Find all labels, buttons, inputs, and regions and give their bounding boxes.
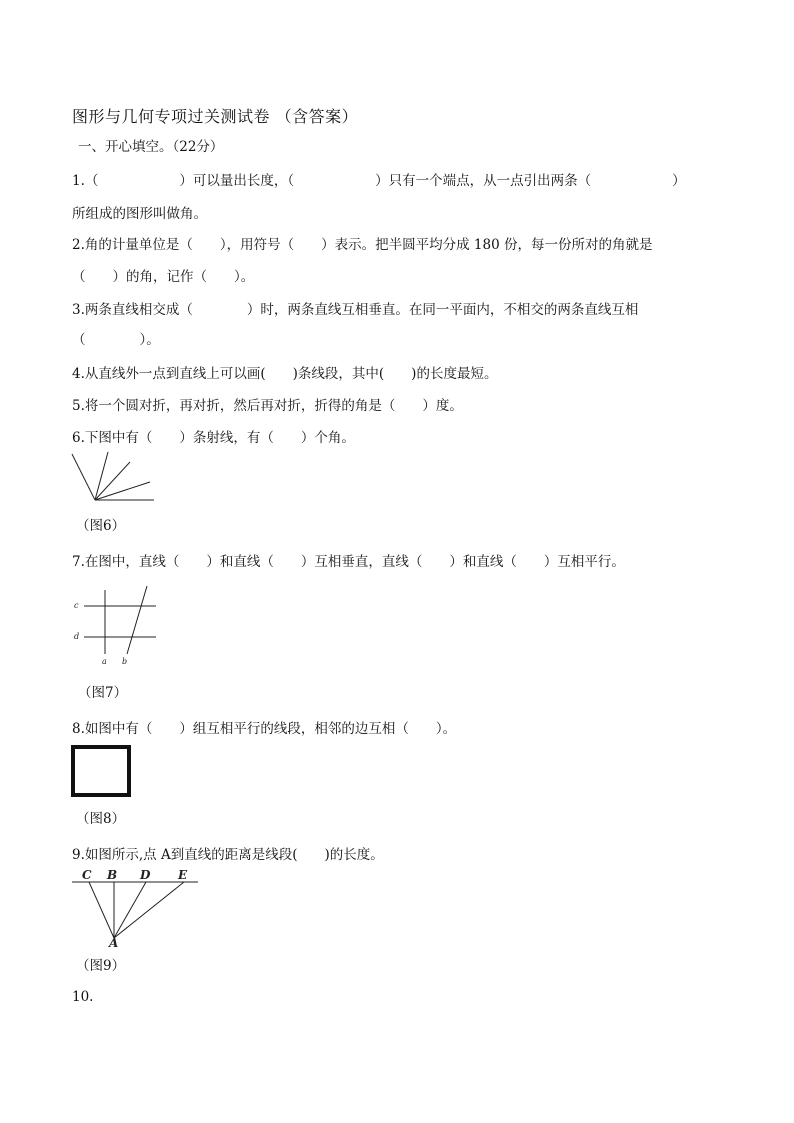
segment-AD: [114, 882, 146, 938]
figure-7-lines: [70, 582, 162, 670]
label-b: b: [122, 657, 128, 666]
figure-8-square: [70, 744, 132, 798]
label-d: d: [74, 632, 80, 641]
segment-AE: [114, 882, 184, 938]
question-3-line-2: （ ）。: [72, 332, 160, 348]
figure-9-distance: [68, 866, 202, 950]
figure-6-rays: [68, 450, 158, 506]
question-4: 4.从直线外一点到直线上可以画( )条线段，其中( )的长度最短。: [72, 366, 498, 382]
question-6: 6.下图中有（ ）条射线，有（ ）个角。: [72, 430, 355, 446]
question-10: 10.: [72, 989, 94, 1005]
figure-9-caption: （图9）: [76, 958, 126, 974]
section-heading: 一、开心填空。（22分）: [78, 139, 224, 155]
ray-line: [72, 454, 95, 500]
question-1-line-2: 所组成的图形叫做角。: [72, 206, 207, 222]
label-B: B: [107, 868, 118, 882]
question-8: 8.如图中有（ ）组互相平行的线段，相邻的边互相（ ）。: [72, 721, 457, 737]
figure-6-caption: （图6）: [76, 518, 126, 534]
figure-7-caption: （图7）: [78, 685, 128, 701]
label-a: a: [102, 657, 107, 666]
question-5: 5.将一个圆对折，再对折，然后再对折，折得的角是（ ）度。: [72, 398, 463, 414]
label-D: D: [140, 868, 151, 882]
label-c: c: [74, 601, 79, 610]
question-7: 7.在图中，直线（ ）和直线（ ）互相垂直，直线（ ）和直线（ ）互相平行。: [72, 554, 625, 570]
question-9: 9.如图所示,点 A到直线的距离是线段( )的长度。: [72, 847, 384, 863]
square-shape: [73, 747, 129, 795]
question-2-line-1: 2.角的计量单位是（ ），用符号（ ）表示。把半圆平均分成 180 份，每一份所对的角就是: [72, 237, 653, 253]
question-2-line-2: （ ）的角，记作（ ）。: [72, 269, 255, 285]
page-title: 图形与几何专项过关测试卷 （含答案）: [72, 107, 359, 126]
figure-8-caption: （图8）: [76, 811, 126, 827]
question-1-line-1: 1.（ ）可以量出长度，（ ）只有一个端点，从一点引出两条（ ）: [72, 173, 686, 189]
line-b: [127, 586, 147, 654]
label-C: C: [82, 868, 92, 882]
question-3-line-1: 3.两条直线相交成（ ）时，两条直线互相垂直。在同一平面内，不相交的两条直线互相: [72, 302, 639, 318]
label-E: E: [178, 868, 188, 882]
label-A: A: [109, 936, 119, 950]
segment-AC: [89, 882, 114, 938]
